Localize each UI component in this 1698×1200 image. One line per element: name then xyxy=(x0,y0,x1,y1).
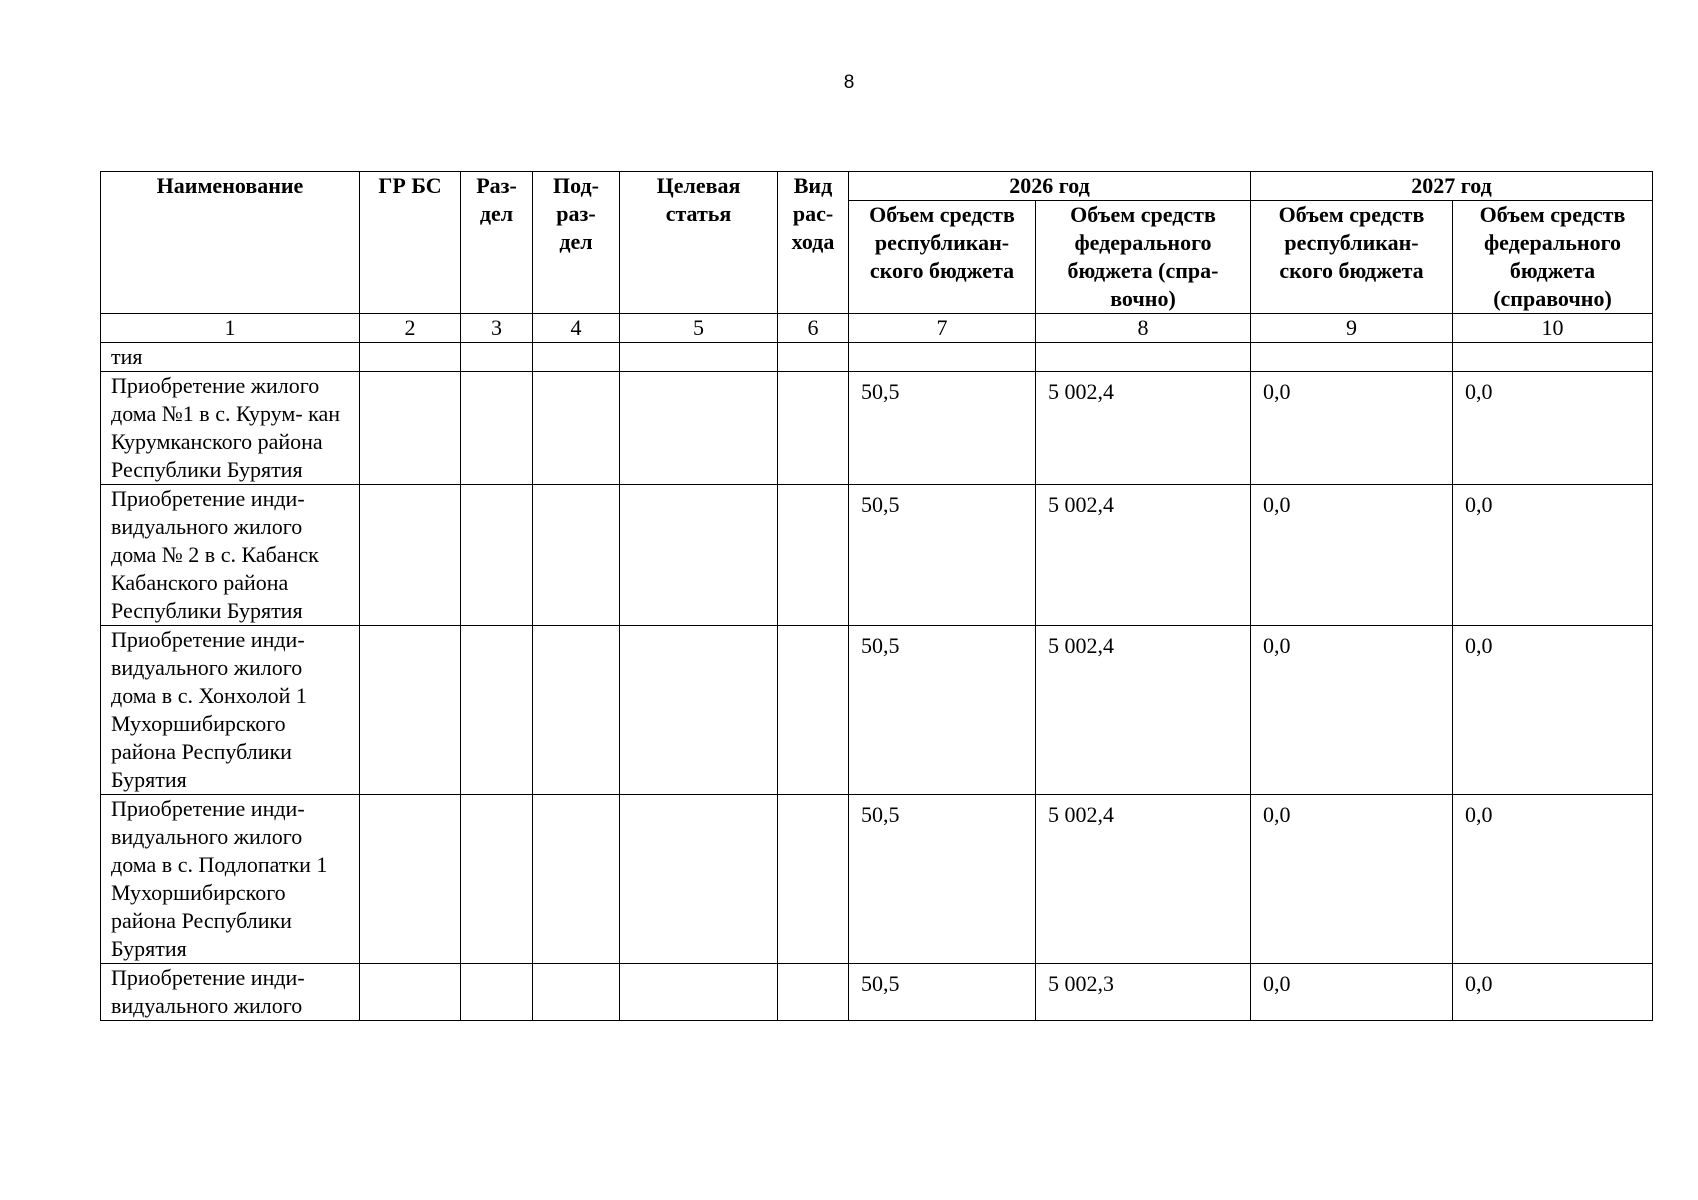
value-2026-republican: 50,5 xyxy=(849,372,1036,485)
column-number: 10 xyxy=(1453,314,1653,343)
table-row xyxy=(101,964,1653,1021)
continuation-text: тия xyxy=(101,343,360,372)
header-2027-republican: Объем средств республикан- ского бюджета xyxy=(1251,201,1453,314)
page-number: 8 xyxy=(843,72,855,93)
value-2026-federal: 5 002,4 xyxy=(1036,372,1251,485)
value-2027-republican: 0,0 xyxy=(1251,485,1453,626)
table-row xyxy=(101,372,1653,485)
value-2027-republican: 0,0 xyxy=(1251,964,1453,1021)
header-grbs: ГР БС xyxy=(360,172,461,314)
column-number: 1 xyxy=(101,314,360,343)
column-number: 8 xyxy=(1036,314,1251,343)
value-2027-federal: 0,0 xyxy=(1453,372,1653,485)
row-name: Приобретение инди- видуального жилого xyxy=(101,964,360,1021)
value-2027-federal: 0,0 xyxy=(1453,485,1653,626)
row-name: Приобретение жилого дома №1 в с. Курум- кан Курумканского района Республики Бурятия xyxy=(101,372,360,485)
value-2026-federal: 5 002,4 xyxy=(1036,795,1251,964)
column-number: 3 xyxy=(461,314,533,343)
value-2027-republican: 0,0 xyxy=(1251,795,1453,964)
value-2027-federal: 0,0 xyxy=(1453,964,1653,1021)
table-row xyxy=(101,626,1653,795)
value-2026-republican: 50,5 xyxy=(849,626,1036,795)
continuation-row xyxy=(101,343,1653,372)
value-2026-federal: 5 002,3 xyxy=(1036,964,1251,1021)
value-2026-republican: 50,5 xyxy=(849,964,1036,1021)
column-number: 6 xyxy=(778,314,849,343)
header-year-2027: 2027 год xyxy=(1251,172,1653,201)
column-number: 2 xyxy=(360,314,461,343)
header-section: Раз- дел xyxy=(461,172,533,314)
value-2026-federal: 5 002,4 xyxy=(1036,626,1251,795)
row-name: Приобретение инди- видуального жилого дома в с. Хонхолой 1 Мухоршибирского района Республики Бурятия xyxy=(101,626,360,795)
column-number: 5 xyxy=(620,314,778,343)
header-2027-federal: Объем средств федерального бюджета (справочно) xyxy=(1453,201,1653,314)
value-2026-republican: 50,5 xyxy=(849,485,1036,626)
header-year-2026: 2026 год xyxy=(849,172,1251,201)
row-name: Приобретение инди- видуального жилого дома в с. Подлопатки 1 Мухоршибирского района Республики Бурятия xyxy=(101,795,360,964)
value-2026-republican: 50,5 xyxy=(849,795,1036,964)
header-expense-type: Вид рас- хода xyxy=(778,172,849,314)
column-number-row xyxy=(101,314,1653,343)
header-2026-federal: Объем средств федерального бюджета (спра- вочно) xyxy=(1036,201,1251,314)
row-name: Приобретение инди- видуального жилого дома № 2 в с. Кабанск Кабанского района Республики Бурятия xyxy=(101,485,360,626)
column-number: 4 xyxy=(533,314,620,343)
value-2027-federal: 0,0 xyxy=(1453,795,1653,964)
header-subsection: Под- раз- дел xyxy=(533,172,620,314)
value-2027-republican: 0,0 xyxy=(1251,626,1453,795)
table-row xyxy=(101,795,1653,964)
value-2026-federal: 5 002,4 xyxy=(1036,485,1251,626)
header-name: Наименование xyxy=(101,172,360,314)
table-row xyxy=(101,485,1653,626)
header-target-article: Целевая статья xyxy=(620,172,778,314)
column-number: 7 xyxy=(849,314,1036,343)
column-number: 9 xyxy=(1251,314,1453,343)
value-2027-republican: 0,0 xyxy=(1251,372,1453,485)
header-2026-republican: Объем средств республикан- ского бюджета xyxy=(849,201,1036,314)
budget-table xyxy=(100,171,1653,1021)
value-2027-federal: 0,0 xyxy=(1453,626,1653,795)
